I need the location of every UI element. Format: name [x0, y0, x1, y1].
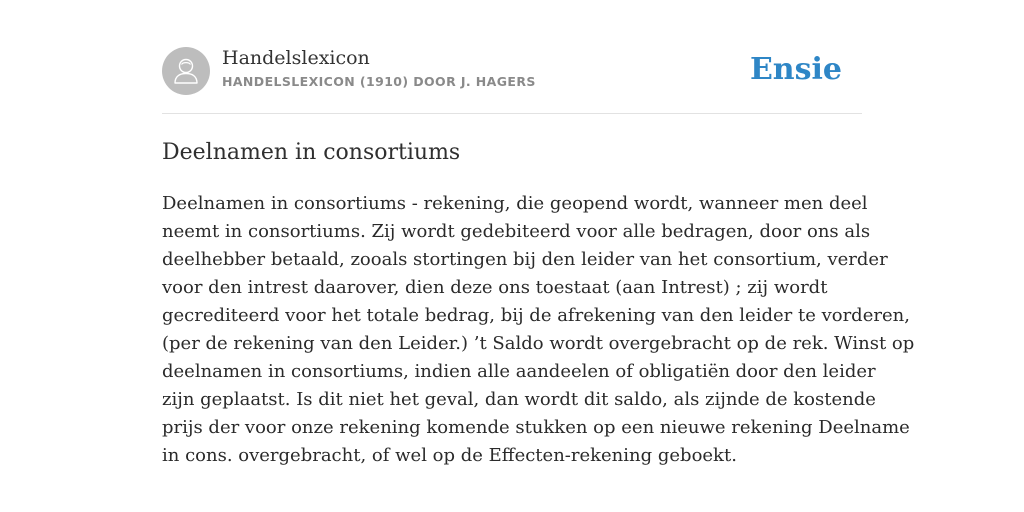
entry-header	[162, 46, 862, 96]
header-divider	[162, 113, 862, 114]
brand-logo[interactable]: Ensie	[749, 52, 842, 87]
source-title[interactable]: Handelslexicon	[222, 47, 370, 69]
entry-title: Deelnamen in consortiums	[162, 140, 461, 165]
entry-body-line: deelnamen in consortiums, indien alle aandeelen of obligatiën door den leider	[162, 361, 876, 382]
source-subtitle[interactable]: HANDELSLEXICON (1910) DOOR J. HAGERS	[222, 74, 536, 89]
entry-body-line: (per de rekening van den Leider.) ’t Saldo wordt overgebracht op de rek. Winst op	[162, 333, 915, 354]
avatar[interactable]	[162, 47, 210, 95]
user-icon	[162, 47, 210, 95]
entry-body-line: Deelnamen in consortiums - rekening, die geopend wordt, wanneer men deel	[162, 193, 868, 214]
entry-body-line: gecrediteerd voor het totale bedrag, bij de afrekening van den leider te vorderen,	[162, 305, 910, 326]
entry-body-line: in cons. overgebracht, of wel op de Effecten-rekening geboekt.	[162, 445, 737, 466]
entry-body-line: zijn geplaatst. Is dit niet het geval, dan wordt dit saldo, als zijnde de kostende	[162, 389, 876, 410]
entry-body-line: neemt in consortiums. Zij wordt gedebiteerd voor alle bedragen, door ons als	[162, 221, 871, 242]
entry-body-line: prijs der voor onze rekening komende stukken op een nieuwe rekening Deelname	[162, 417, 910, 438]
entry-body	[162, 190, 915, 470]
entry-body-line: voor den intrest daarover, dien deze ons toestaat (aan Intrest) ; zij wordt	[162, 277, 828, 298]
entry-body-line: deelhebber betaald, zooals stortingen bij den leider van het consortium, verder	[162, 249, 888, 270]
